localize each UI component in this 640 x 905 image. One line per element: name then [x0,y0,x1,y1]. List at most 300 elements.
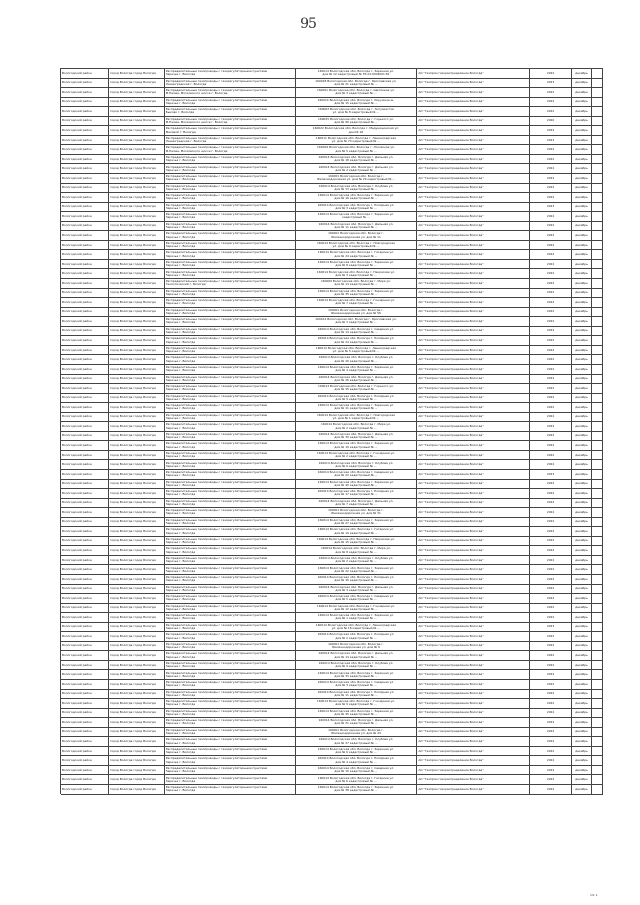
month-cell: декабрь [572,231,592,241]
description-cell: Распределительные газопроводы с газорегуляторными пунктами Заречье г. Вологда [165,375,296,385]
table-row [61,556,603,566]
table-row [61,164,603,174]
year-cell: 2022 [530,527,572,537]
blank-cell [592,499,603,509]
organization-cell: АО "Газпром газораспределение Вологда" [417,518,530,528]
month-cell: декабрь [572,585,592,595]
city-cell: город Вологда город Вологда [109,546,165,556]
month-cell: декабрь [572,480,592,490]
address-cell: 160014 Вологодская обл. Вологда г. Заречная ул. дом № 35 кадастровый № ... [296,289,418,299]
city-cell: город Вологда город Вологда [109,231,165,241]
blank-cell [592,355,603,365]
month-cell: декабрь [572,69,592,79]
region-cell: Вологодский район [61,88,109,98]
month-cell: декабрь [572,203,592,213]
organization-cell: АО "Газпром газораспределение Вологда" [417,327,530,337]
address-cell: 160014 Вологодская обл. Вологда г. Гончарная ул. дом № 12 кадастровый № ... [296,604,418,614]
description-cell: Распределительные газопроводы с газорегуляторными пунктами Заречье г. Вологда [165,594,296,604]
address-cell: 160014 Вологодская обл. Вологда г. Гончарная ул. дом № 9 кадастровый № ... [296,699,418,709]
organization-cell: АО "Газпром газораспределение Вологда" [417,737,530,747]
city-cell: город Вологда город Вологда [109,632,165,642]
address-cell: 160014 Вологодская обл. Вологда г. Клубова ул. дом № 6 кадастровый № ... [296,460,418,470]
city-cell: город Вологда город Вологда [109,355,165,365]
blank-cell [592,107,603,117]
city-cell: город Вологда город Вологда [109,499,165,509]
region-cell: Вологодский район [61,193,109,203]
year-cell: 2022 [530,394,572,404]
table-row [61,756,603,766]
organization-cell: АО "Газпром газораспределение Вологда" [417,231,530,241]
year-cell: 2022 [530,88,572,98]
table-row [61,241,603,251]
table-row [61,184,603,194]
year-cell: 2022 [530,785,572,795]
month-cell: декабрь [572,604,592,614]
year-cell: 2022 [530,775,572,785]
table-row [61,518,603,528]
address-cell: 160014 Вологодская обл. Вологда г. Полярная ул. дом № 17 кадастровый № ... [296,489,418,499]
description-cell: Распределительные газопроводы с газорегуляторными пунктами М.Ежова, Московского шоссе г. Вологда [165,117,296,127]
blank-cell [592,98,603,108]
address-cell: 160014 Вологодская обл. Вологда г. Некрасова ул. дом № 3 кадастровый № ... [296,269,418,279]
organization-cell: АО "Газпром газораспределение Вологда" [417,164,530,174]
table-row [61,565,603,575]
month-cell: декабрь [572,451,592,461]
year-cell: 2023 [530,623,572,633]
region-cell: Вологодский район [61,451,109,461]
city-cell: город Вологда город Вологда [109,575,165,585]
city-cell: город Вологда город Вологда [109,79,165,89]
description-cell: Распределительные газопроводы с газорегуляторными пунктами Заречье г. Вологда [165,718,296,728]
year-cell: 2023 [530,470,572,480]
address-cell: 160014 Вологодская обл. Вологда г. Полярная ул. дом № 2 кадастровый № ... [296,632,418,642]
year-cell: 2022 [530,212,572,222]
city-cell: город Вологда город Вологда [109,680,165,690]
city-cell: город Вологда город Вологда [109,565,165,575]
year-cell: 2022 [530,384,572,394]
table-row [61,613,603,623]
table-row [61,441,603,451]
region-cell: Вологодский район [61,728,109,738]
region-cell: Вологодский район [61,575,109,585]
table-row [61,69,603,79]
city-cell: город Вологда город Вологда [109,269,165,279]
region-cell: Вологодский район [61,231,109,241]
address-cell: 160014 Вологодская обл. Вологда г. Заречная ул. дом № 27 кадастровый № ... [296,518,418,528]
description-cell: Распределительные газопроводы с газорегуляторными пунктами Заречье г. Вологда [165,451,296,461]
city-cell: город Вологда город Вологда [109,384,165,394]
table-row [61,747,603,757]
blank-cell [592,174,603,184]
blank-cell [592,489,603,499]
region-cell: Вологодский район [61,413,109,423]
blank-cell [592,718,603,728]
address-cell: 160014 Вологодская обл. Вологда г. Ленинградская ул. дом № 5 кадастровый № ... [296,346,418,356]
year-cell: 2022 [530,632,572,642]
organization-cell: АО "Газпром газораспределение Вологда" [417,594,530,604]
description-cell: Распределительные газопроводы с газорегуляторными пунктами Заречье г. Вологда [165,317,296,327]
year-cell: 2020 [530,117,572,127]
table-row [61,203,603,213]
city-cell: город Вологда город Вологда [109,527,165,537]
month-cell: декабрь [572,670,592,680]
blank-cell [592,203,603,213]
region-cell: Вологодский район [61,365,109,375]
year-cell: 2022 [530,193,572,203]
table-row [61,126,603,136]
description-cell: Распределительные газопроводы с газорегуляторными пунктами Заречье г. Вологда [165,432,296,442]
address-cell: 160001 Вологодская обл. Вологда г. Щетинина ул. дом № 3 кадастровый № ... [296,88,418,98]
region-cell: Вологодский район [61,470,109,480]
month-cell: декабрь [572,184,592,194]
year-cell: 2022 [530,718,572,728]
table-row [61,375,603,385]
city-cell: город Вологда город Вологда [109,537,165,547]
month-cell: декабрь [572,613,592,623]
organization-cell: АО "Газпром газораспределение Вологда" [417,537,530,547]
organization-cell: АО "Газпром газораспределение Вологда" [417,690,530,700]
address-cell: 160011 Вологодская обл. Вологда г. Ленинградская ул. дом № 70 кадастровый № ... [296,136,418,146]
address-cell: 160001 Вологодская обл. Вологда г. Железнодорожная ул. дом № 31 [296,508,418,518]
region-cell: Вологодский район [61,241,109,251]
description-cell: Распределительные газопроводы с газорегуляторными пунктами Меховой г. Вологда [165,126,296,136]
address-cell: 160014 Вологодская обл. Вологда г. Гагарина ул. дом № 6 кадастровый № ... [296,775,418,785]
month-cell: декабрь [572,413,592,423]
address-cell: 160014 Вологодская обл. Вологда г. Ярославская ул. дом № 3 кадастровый № ... [296,317,418,327]
organization-cell: АО "Газпром газораспределение Вологда" [417,184,530,194]
organization-cell: АО "Газпром газораспределение Вологда" [417,384,530,394]
blank-cell [592,747,603,757]
city-cell: город Вологда город Вологда [109,375,165,385]
description-cell: Распределительные газопроводы с газорегуляторными пунктами Заречье г. Вологда [165,441,296,451]
address-cell: 160014 Вологодская обл. Вологда г. Дальняя ул. дом № 18 кадастровый № ... [296,155,418,165]
organization-cell: АО "Газпром газораспределение Вологда" [417,747,530,757]
region-cell: Вологодский район [61,69,109,79]
city-cell: город Вологда город Вологда [109,594,165,604]
table-row [61,298,603,308]
address-cell: 160014 Вологодская обл. Вологда г. Ленинградская ул. дом № 18 кадастровый № ... [296,623,418,633]
month-cell: декабрь [572,728,592,738]
blank-cell [592,604,603,614]
address-cell: 160014 Вологодская обл. Вологда г. Клубова ул. дом № 9 кадастровый № ... [296,661,418,671]
blank-cell [592,690,603,700]
address-cell: 160014 Вологодская обл. Вологда г. Новгородская ул. дом № 1 кадастровый № ... [296,413,418,423]
table-row [61,604,603,614]
year-cell: 2022 [530,680,572,690]
address-cell: 160014 Вологодская обл. Вологда г. Клубова ул. дом № 13 кадастровый № ... [296,184,418,194]
month-cell: декабрь [572,126,592,136]
city-cell: город Вологда город Вологда [109,775,165,785]
table-row [61,432,603,442]
description-cell: Распределительные газопроводы с газорегуляторными пунктами Заречье г. Вологда [165,413,296,423]
description-cell: Распределительные газопроводы с газорегуляторными пунктами Заречье г. Вологда [165,728,296,738]
city-cell: город Вологда город Вологда [109,250,165,260]
table-row [61,346,603,356]
address-cell: 160014 Вологодская обл. Вологда г. Заречная ул. дом № 1 кадастровый № ... [296,613,418,623]
blank-cell [592,642,603,652]
city-cell: город Вологда город Вологда [109,174,165,184]
organization-cell: АО "Газпром газораспределение Вологда" [417,203,530,213]
table-row [61,670,603,680]
description-cell: Распределительные газопроводы с газорегуляторными пунктами Заречье г. Вологда [165,709,296,719]
month-cell: декабрь [572,432,592,442]
address-cell: 160014 Вологодская обл. Вологда г. Заречная ул. дом № 40 кадастровый № ... [296,480,418,490]
address-cell: 160014 Вологодская обл. Вологда г. Полярная ул. дом № 9 кадастровый № ... [296,394,418,404]
month-cell: декабрь [572,107,592,117]
city-cell: город Вологда город Вологда [109,336,165,346]
organization-cell: АО "Газпром газораспределение Вологда" [417,289,530,299]
organization-cell: АО "Газпром газораспределение Вологда" [417,766,530,776]
address-cell: 160014 Вологодская обл. Вологда г. Гагарина ул. дом № 24 кадастровый № ... [296,250,418,260]
description-cell: Распределительные газопроводы с газорегуляторными пунктами Заречье г. Вологда [165,604,296,614]
year-cell: 2022 [530,98,572,108]
month-cell: декабрь [572,269,592,279]
description-cell: Распределительные газопроводы с газорегуляторными пунктами Заречье г. Вологда [165,737,296,747]
year-cell: 2022 [530,298,572,308]
description-cell: Распределительные газопроводы с газорегуляторными пунктами Заречье г. Вологда [165,508,296,518]
blank-cell [592,632,603,642]
table-row [61,651,603,661]
city-cell: город Вологда город Вологда [109,709,165,719]
month-cell: декабрь [572,298,592,308]
city-cell: город Вологда город Вологда [109,136,165,146]
blank-cell [592,260,603,270]
region-cell: Вологодский район [61,212,109,222]
table-row [61,460,603,470]
year-cell: 2022 [530,231,572,241]
region-cell: Вологодский район [61,441,109,451]
table-row [61,279,603,289]
table-row [61,98,603,108]
blank-cell [592,737,603,747]
address-cell: 160014 Вологодская обл. Вологда г. Окружное ш. дом № 15 кадастровый № ... [296,98,418,108]
city-cell: город Вологда город Вологда [109,327,165,337]
description-cell: Распределительные газопроводы с газорегуляторными пунктами Геологический г. Вологда [165,279,296,289]
month-cell: декабрь [572,785,592,795]
month-cell: декабрь [572,212,592,222]
city-cell: город Вологда город Вологда [109,623,165,633]
year-cell: 2022 [530,699,572,709]
region-cell: Вологодский район [61,164,109,174]
table-row [61,384,603,394]
table-row [61,269,603,279]
organization-cell: АО "Газпром газораспределение Вологда" [417,117,530,127]
organization-cell: АО "Газпром газораспределение Вологда" [417,413,530,423]
address-cell: 160014 Вологодская обл. Вологда г. Северная ул. дом № 14 кадастровый № ... [296,327,418,337]
blank-cell [592,585,603,595]
region-cell: Вологодский район [61,690,109,700]
blank-cell [592,79,603,89]
month-cell: декабрь [572,661,592,671]
blank-cell [592,212,603,222]
description-cell: Распределительные газопроводы с газорегуляторными пунктами Заречье г. Вологда [165,336,296,346]
table-row [61,107,603,117]
city-cell: город Вологда город Вологда [109,422,165,432]
organization-cell: АО "Газпром газораспределение Вологда" [417,155,530,165]
city-cell: город Вологда город Вологда [109,117,165,127]
blank-cell [592,766,603,776]
address-cell: 160014 Вологодская обл. Вологда г. Гагарина ул. дом № 10 кадастровый № ... [296,527,418,537]
blank-cell [592,680,603,690]
region-cell: Вологодский район [61,546,109,556]
address-cell: 160001 Вологодская обл. Вологда г. Железнодорожная ул. дом № 44 [296,728,418,738]
blank-cell [592,441,603,451]
table-row [61,422,603,432]
year-cell: 2022 [530,403,572,413]
organization-cell: АО "Газпром газораспределение Вологда" [417,432,530,442]
year-cell: 2023 [530,136,572,146]
city-cell: город Вологда город Вологда [109,585,165,595]
region-cell: Вологодский район [61,250,109,260]
table-row [61,489,603,499]
region-cell: Вологодский район [61,174,109,184]
city-cell: город Вологда город Вологда [109,766,165,776]
organization-cell: АО "Газпром газораспределение Вологда" [417,308,530,318]
year-cell: 2022 [530,365,572,375]
organization-cell: АО "Газпром газораспределение Вологда" [417,355,530,365]
description-cell: Распределительные газопроводы с газорегуляторными пунктами Заречье г. Вологда [165,632,296,642]
address-cell: 160014 Вологодская обл. Вологда г. Гончарная ул. дом № 2 кадастровый № ... [296,451,418,461]
table-row [61,193,603,203]
blank-cell [592,336,603,346]
table-row [61,79,603,89]
blank-cell [592,69,603,79]
description-cell: Распределительные газопроводы с газорегуляторными пунктами Заречье г. Вологда [165,546,296,556]
region-cell: Вологодский район [61,203,109,213]
table-row [61,585,603,595]
blank-cell [592,460,603,470]
month-cell: декабрь [572,394,592,404]
month-cell: декабрь [572,155,592,165]
city-cell: город Вологда город Вологда [109,317,165,327]
month-cell: декабрь [572,470,592,480]
description-cell: Распределительные газопроводы с газорегуляторными пунктами Заречье г. Вологда [165,212,296,222]
year-cell: 2022 [530,317,572,327]
region-cell: Вологодский район [61,585,109,595]
organization-cell: АО "Газпром газораспределение Вологда" [417,193,530,203]
organization-cell: АО "Газпром газораспределение Вологда" [417,279,530,289]
month-cell: декабрь [572,327,592,337]
address-cell: 160014 Вологодская обл. Вологда г. Мира ул. дом № 2 кадастровый № ... [296,422,418,432]
address-cell: 160009 Вологодская обл. Вологда г. Мира ул. дом № 14 кадастровый № ... [296,279,418,289]
blank-cell [592,117,603,127]
city-cell: город Вологда город Вологда [109,728,165,738]
city-cell: город Вологда город Вологда [109,260,165,270]
blank-cell [592,594,603,604]
blank-cell [592,413,603,423]
city-cell: город Вологда город Вологда [109,107,165,117]
month-cell: декабрь [572,346,592,356]
month-cell: декабрь [572,279,592,289]
region-cell: Вологодский район [61,518,109,528]
address-cell: 160014 Вологодская обл. Вологда г. Дальняя ул. дом № 21 кадастровый № ... [296,718,418,728]
region-cell: Вологодский район [61,269,109,279]
blank-cell [592,527,603,537]
year-cell: 2022 [530,575,572,585]
address-cell: 160028 Вологодская обл. Вологда г. Ярославская ул. дом № 21 кадастровый № ... [296,79,418,89]
address-cell: 160014 Вологодская обл. Вологда г. Полярная ул. дом № 11 кадастровый № ... [296,690,418,700]
description-cell: Распределительные газопроводы с газорегуляторными пунктами Заречье г. Вологда [165,241,296,251]
blank-cell [592,651,603,661]
year-cell: 2022 [530,355,572,365]
region-cell: Вологодский район [61,394,109,404]
description-cell: Распределительные газопроводы с газорегуляторными пунктами Заречье г. Вологда [165,565,296,575]
month-cell: декабрь [572,594,592,604]
city-cell: город Вологда город Вологда [109,480,165,490]
table-row [61,136,603,146]
blank-cell [592,775,603,785]
address-cell: 160014 Вологодская обл. Вологда г. Северная ул. дом № 10 кадастровый № ... [296,766,418,776]
month-cell: декабрь [572,136,592,146]
description-cell: Распределительные газопроводы с газорегуляторными пунктами Заречье г. Вологда [165,222,296,232]
address-cell: 160014 Вологодская обл. Вологда г. Заречная ул. дом № 33 кадастровый № ... [296,670,418,680]
year-cell: 2022 [530,260,572,270]
organization-cell: АО "Газпром газораспределение Вологда" [417,480,530,490]
address-cell: 160001 Вологодская обл. Вологда г. Железнодорожная ул. дом № 6 [296,642,418,652]
region-cell: Вологодский район [61,718,109,728]
month-cell: декабрь [572,546,592,556]
address-cell: 160014 Вологодская обл. Вологда г. Северная ул. дом № 3 кадастровый № ... [296,680,418,690]
blank-cell [592,575,603,585]
region-cell: Вологодский район [61,508,109,518]
region-cell: Вологодский район [61,117,109,127]
city-cell: город Вологда город Вологда [109,193,165,203]
description-cell: Распределительные газопроводы с газорегуляторными пунктами Заречье г. Вологда [165,670,296,680]
city-cell: город Вологда город Вологда [109,403,165,413]
address-cell: 160001 Вологодская обл. Вологда г. Железнодорожная ул. дом № 11 [296,231,418,241]
blank-cell [592,785,603,795]
year-cell: 2022 [530,174,572,184]
address-cell: 160014 Вологодская обл. Вологда г. Мира ул. дом № 8 кадастровый № ... [296,546,418,556]
description-cell: Распределительные газопроводы с газорегуляторными пунктами Заречье г. Вологда [165,269,296,279]
address-cell: 160014 Вологодская обл. Вологда г. Дальняя ул. дом № 11 кадастровый № ... [296,222,418,232]
region-cell: Вологодский район [61,489,109,499]
month-cell: декабрь [572,460,592,470]
blank-cell [592,394,603,404]
year-cell: 2022 [530,422,572,432]
year-cell: 2022 [530,145,572,155]
blank-cell [592,508,603,518]
year-cell: 2022 [530,375,572,385]
table-row [61,499,603,509]
city-cell: город Вологда город Вологда [109,155,165,165]
description-cell: Распределительные газопроводы с газорегуляторными пунктами Заречье г. Вологда [165,298,296,308]
organization-cell: АО "Газпром газораспределение Вологда" [417,470,530,480]
organization-cell: АО "Газпром газораспределение Вологда" [417,699,530,709]
year-cell: 2022 [530,441,572,451]
year-cell: 2022 [530,728,572,738]
description-cell: Распределительные газопроводы с газорегуляторными пунктами Заречье г. Вологда [165,231,296,241]
region-cell: Вологодский район [61,604,109,614]
organization-cell: АО "Газпром газораспределение Вологда" [417,613,530,623]
description-cell: Распределительные газопроводы с газорегуляторными пунктами Заречье г. Вологда [165,785,296,795]
city-cell: город Вологда город Вологда [109,212,165,222]
organization-cell: АО "Газпром газораспределение Вологда" [417,709,530,719]
organization-cell: АО "Газпром газораспределение Вологда" [417,298,530,308]
table-row [61,317,603,327]
year-cell: 2022 [530,537,572,547]
region-cell: Вологодский район [61,766,109,776]
month-cell: декабрь [572,680,592,690]
address-cell: 160014 Вологодская обл. Вологда г. Гончарная ул. дом № 7 кадастровый № ... [296,298,418,308]
year-cell: 2022 [530,737,572,747]
organization-cell: АО "Газпром газораспределение Вологда" [417,508,530,518]
description-cell: Распределительные газопроводы с газорегуляторными пунктами Заречье г. Вологда [165,585,296,595]
city-cell: город Вологда город Вологда [109,699,165,709]
region-cell: Вологодский район [61,651,109,661]
city-cell: город Вологда город Вологда [109,613,165,623]
month-cell: декабрь [572,766,592,776]
